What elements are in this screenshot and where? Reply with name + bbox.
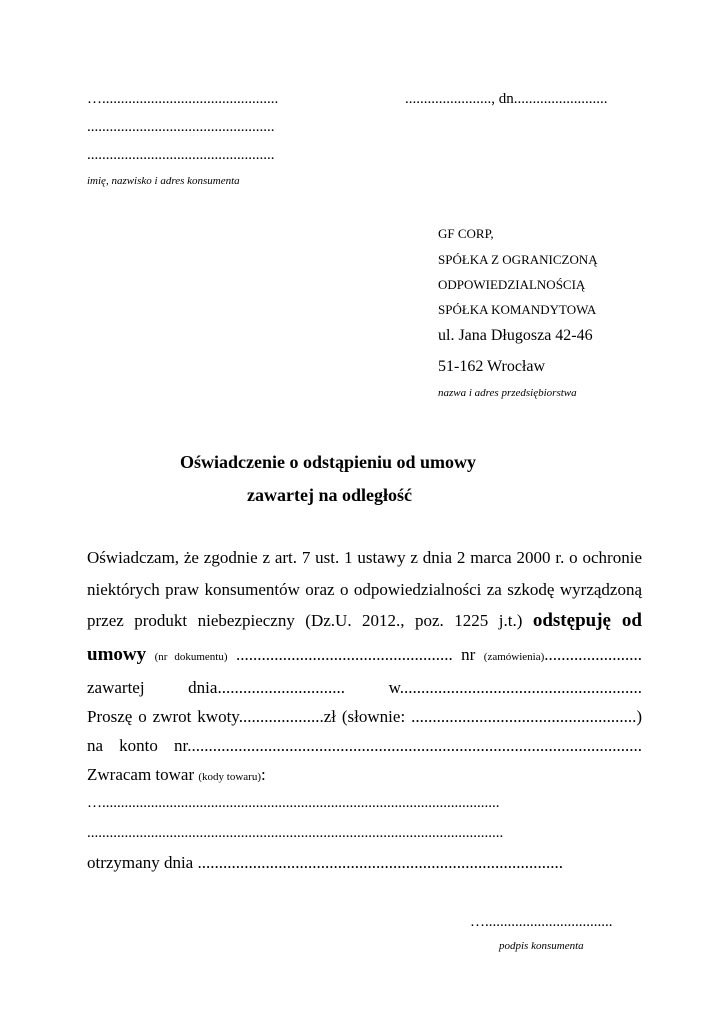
consumer-address-line-1: ..................................................	[87, 119, 275, 135]
contract-number-line	[87, 645, 642, 664]
company-name-line-1: GF CORP,	[438, 226, 494, 241]
consumer-caption: imię, nazwisko i adres konsumenta	[87, 175, 240, 187]
statement-line-2: niektórych praw konsumentów oraz o odpowiedzialności za szkodę wyrządzoną	[87, 580, 642, 599]
order-number-field: .......................	[544, 645, 643, 664]
consumer-address-line-2: ..................................................	[87, 147, 275, 163]
withdraw-phrase: odstępuję od	[532, 610, 642, 631]
company-name-line-4: SPÓŁKA KOMANDYTOWA	[438, 302, 597, 317]
returned-goods-line	[87, 766, 266, 783]
returned-goods-label: Zwracam towar	[87, 765, 195, 784]
statement-line-3	[87, 611, 642, 630]
company-city: 51-162 Wrocław	[438, 358, 546, 375]
product-codes-line-1: …..........................................................................................................	[87, 795, 500, 811]
account-number-line: na konto nr...........................................................................................................	[87, 736, 642, 755]
document-number-hint: (nr dokumentu)	[154, 651, 228, 663]
product-codes-hint: (kody towaru)	[198, 771, 262, 783]
product-codes-line-2: ...............................................................................................................	[87, 825, 504, 841]
company-caption: nazwa i adres przedsiębiorstwa	[438, 387, 577, 399]
document-title-line-1: Oświadczenie o odstąpieniu od umowy	[180, 452, 477, 472]
contract-word: umowy	[87, 644, 147, 665]
consumer-name-line: …...............................................	[87, 91, 279, 107]
order-number-hint: (zamówienia)	[483, 651, 545, 663]
signature-line: …..................................	[470, 914, 613, 930]
order-number-label: nr	[461, 645, 476, 664]
place-date-line: ......................., dn.........................	[405, 91, 608, 107]
received-date-line: otrzymany dnia ......................................................................................	[87, 853, 563, 872]
document-number-field: ...................................................	[235, 645, 453, 664]
statement-line-3-text: przez produkt niebezpieczny (Dz.U. 2012., poz. 1225 j.t.)	[87, 611, 523, 630]
returned-goods-colon: :	[261, 765, 266, 784]
document-title-line-2: zawartej na odległość	[247, 485, 412, 505]
company-name-line-2: SPÓŁKA Z OGRANICZONĄ	[438, 252, 598, 267]
signature-caption: podpis konsumenta	[499, 940, 584, 952]
company-street: ul. Jana Długosza 42-46	[438, 327, 593, 344]
company-name-line-3: ODPOWIEDZIALNOŚCIĄ	[438, 277, 586, 292]
statement-line-1: Oświadczam, że zgodnie z art. 7 ust. 1 ustawy z dnia 2 marca 2000 r. o ochronie	[87, 548, 642, 567]
refund-amount-line: Proszę o zwrot kwoty....................zł (słownie: .....................................................)	[87, 707, 642, 726]
contract-date-line: zawartej dnia.............................. w.........................................................	[87, 678, 642, 697]
